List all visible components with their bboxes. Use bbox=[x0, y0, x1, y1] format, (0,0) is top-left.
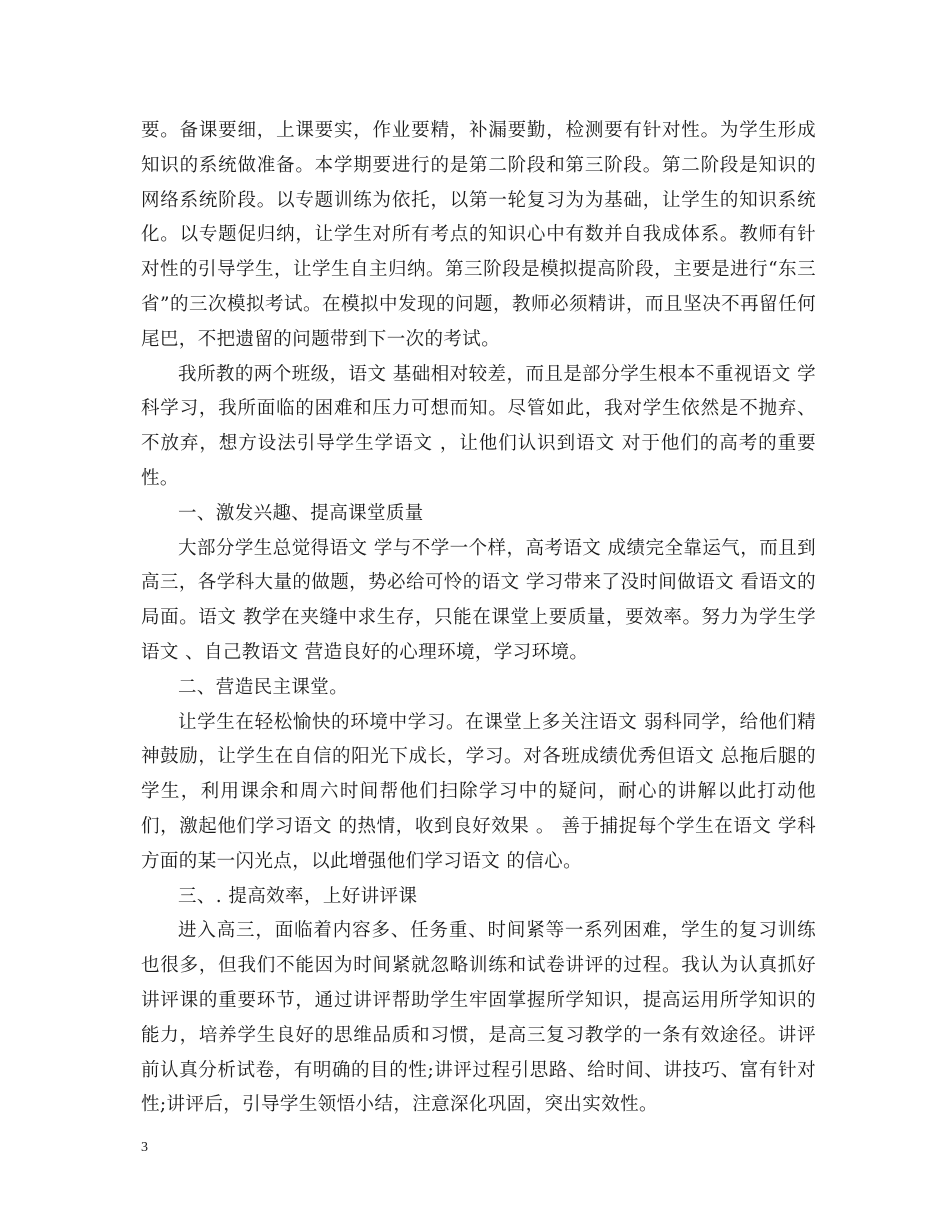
paragraph-continuation: 要。备课要细，上课要实，作业要精，补漏要勤，检测要有针对性。为学生形成知识的系统做准备。本学期要进行的是第二阶段和第三阶段。第二阶段是知识的网络系统阶段。以专题训练为依托，以第一轮复习为为基础，让学生的知识系统化。以专题促归纳，让学生对所有考点的知识心中有数并自我成体系。教师有针对性的引导学生，让学生自主归纳。第三阶段是模拟提高阶段，主要是进行“东三省”的三次模拟考试。在模拟中发现的问题，教师必须精讲，而且坚决不再留任何尾巴，不把遗留的问题带到下一次的考试。 bbox=[141, 120, 816, 350]
section-heading-2: 二、营造民主课堂。 bbox=[178, 676, 349, 698]
paragraph-interest: 大部分学生总觉得语文 学与不学一个样，高考语文 成绩完全靠运气，而且到高三，各学科大量的做题，势必给可怜的语文 学习带来了没时间做语文 看语文的局面。语文 教学在夹缝中求生存，只能在课堂上要质量，要效率。努力为学生学语文 、自己教语文 营造良好的心理环境，学习环境。 bbox=[141, 537, 816, 663]
paragraph-democratic-class: 让学生在轻松愉快的环境中学习。在课堂上多关注语文 弱科同学，给他们精神鼓励，让学生在自信的阳光下成长，学习。对各班成绩优秀但语文 总拖后腿的学生，利用课余和周六时间帮他们扫除学习中的疑问，耐心的讲解以此打动他们，激起他们学习语文 的热情，收到良好效果 。 善于捕捉每个学生在语文 学科方面的某一闪光点，以此增强他们学习语文 的信心。 bbox=[141, 711, 816, 872]
document-body bbox=[141, 114, 816, 1123]
paragraph-review-lessons: 进入高三，面临着内容多、任务重、时间紧等一系列困难，学生的复习训练也很多，但我们不能因为时间紧就忽略训练和试卷讲评的过程。我认为认真抓好讲评课的重要环节，通过讲评帮助学生牢固掌握所学知识，提高运用所学知识的能力，培养学生良好的思维品质和习惯，是高三复习教学的一条有效途径。讲评前认真分析试卷，有明确的目的性;讲评过程引思路、给时间、讲技巧、富有针对性;讲评后，引导学生领悟小结，注意深化巩固，突出实效性。 bbox=[141, 920, 816, 1116]
section-heading-3: 三、. 提高效率，上好讲评课 bbox=[178, 885, 418, 907]
section-heading-1: 一、激发兴趣、提高课堂质量 bbox=[178, 502, 424, 524]
paragraph-class-situation: 我所教的两个班级，语文 基础相对较差，而且是部分学生根本不重视语文 学科学习，我所面临的困难和压力可想而知。尽管如此，我对学生依然是不抛弃、不放弃，想方设法引导学生学语文 ，让他们认识到语文 对于他们的高考的重要性。 bbox=[141, 363, 816, 489]
page-number: 3 bbox=[141, 1140, 148, 1155]
